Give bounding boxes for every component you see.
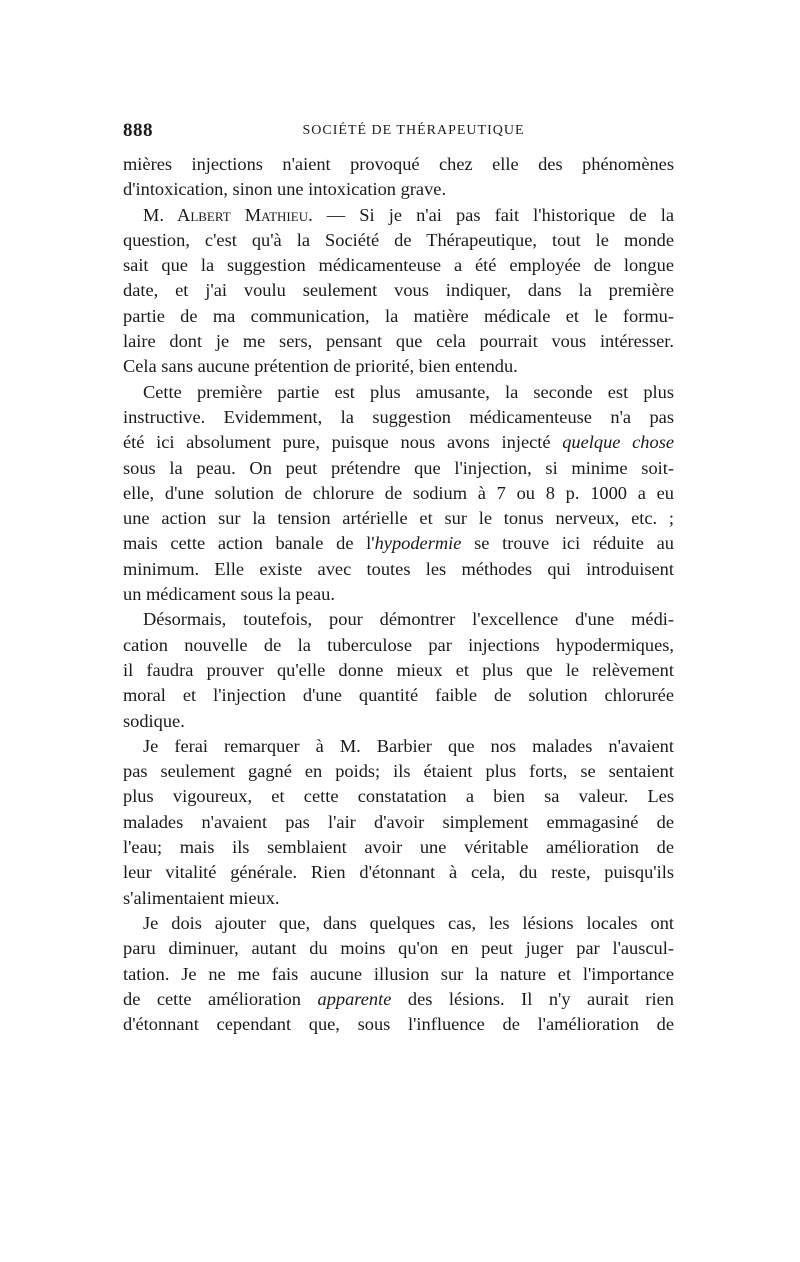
text-line: d'étonnant cependant que, sous l'influence de l'amélioration de [123, 1014, 674, 1035]
text-line: moral et l'injection d'une quantité faible de solution chlorurée [123, 685, 674, 706]
body-text [123, 152, 674, 1037]
text-line: instructive. Evidemment, la suggestion médicamenteuse n'a pas [123, 406, 674, 427]
text-line: malades n'avaient pas l'air d'avoir simplement emmagasiné de [123, 811, 674, 832]
text-run: se trouve ici réduite au [461, 533, 674, 554]
text-line: mières injections n'aient provoqué chez elle des phénomènes [123, 154, 674, 174]
text-line: il faudra prouver qu'elle donne mieux et plus que le relèvement [123, 659, 674, 680]
text-line: paru diminuer, autant du moins qu'on en peut juger par l'auscul- [123, 938, 674, 959]
text-line: Cette première partie est plus amusante, la seconde est plus [143, 381, 674, 402]
text-line: cation nouvelle de la tuberculose par injections hypodermiques, [123, 634, 674, 655]
text-run: — Si je n'ai pas fait l'historique de la [312, 204, 674, 225]
text-line: d'intoxication, sinon une intoxication grave. [123, 179, 447, 200]
running-head [123, 120, 674, 146]
text-line: sous la peau. On peut prétendre que l'injection, si minime soit- [123, 457, 674, 478]
text-line: plus vigoureux, et cette constatation a bien sa valeur. Les [123, 786, 674, 807]
text-line: Je dois ajouter que, dans quelques cas, les lésions locales ont [143, 912, 674, 933]
text-line: sait que la suggestion médicamenteuse a été employée de longue [123, 255, 674, 276]
text-line: minimum. Elle existe avec toutes les méthodes qui introduisent [123, 558, 674, 579]
text-line: question, c'est qu'à la Société de Thérapeutique, tout le monde [123, 229, 674, 250]
text-line [123, 203, 674, 228]
speaker-name: M. Albert Mathieu. [143, 204, 313, 225]
text-line: l'eau; mais ils semblaient avoir une véritable amélioration de [123, 837, 674, 858]
text-run: de cette amélioration [123, 988, 318, 1009]
text-run: mais cette action banale de l' [123, 533, 375, 554]
text-line [123, 987, 674, 1012]
text-line: Désormais, toutefois, pour démontrer l'excellence d'une médi- [143, 609, 674, 630]
text-line: pas seulement gagné en poids; ils étaient plus forts, se sentaient [123, 761, 674, 782]
running-title: SOCIÉTÉ DE THÉRAPEUTIQUE [302, 123, 525, 138]
text-line: une action sur la tension artérielle et sur le tonus nerveux, etc. ; [123, 508, 674, 529]
text-line: tation. Je ne me fais aucune illusion sur la nature et l'importance [123, 963, 674, 984]
text-line: sodique. [123, 710, 185, 731]
book-page [123, 120, 674, 1037]
text-line: elle, d'une solution de chlorure de sodium à 7 ou 8 p. 1000 a eu [123, 482, 674, 503]
text-line: Je ferai remarquer à M. Barbier que nos malades n'avaient [143, 735, 674, 756]
text-line [123, 430, 674, 455]
text-line: date, et j'ai voulu seulement vous indiquer, dans la première [123, 280, 674, 301]
text-line [123, 531, 674, 556]
italic-run: hypodermie [374, 533, 462, 554]
text-line: Cela sans aucune prétention de priorité, bien entendu. [123, 356, 518, 377]
italic-run: quelque chose [562, 432, 674, 453]
page-number: 888 [123, 120, 153, 141]
text-run: des lésions. Il n'y aurait rien [391, 988, 674, 1009]
text-run: été ici absolument pure, puisque nous avons injecté [123, 432, 563, 453]
text-line: leur vitalité générale. Rien d'étonnant à cela, du reste, puisqu'ils [123, 862, 674, 883]
text-line: laire dont je me sers, pensant que cela pourrait vous intéresser. [123, 331, 674, 352]
text-line: partie de ma communication, la matière médicale et le formu- [123, 305, 674, 326]
text-line: s'alimentaient mieux. [123, 887, 280, 908]
italic-run: apparente [317, 988, 392, 1009]
text-line: un médicament sous la peau. [123, 584, 335, 605]
